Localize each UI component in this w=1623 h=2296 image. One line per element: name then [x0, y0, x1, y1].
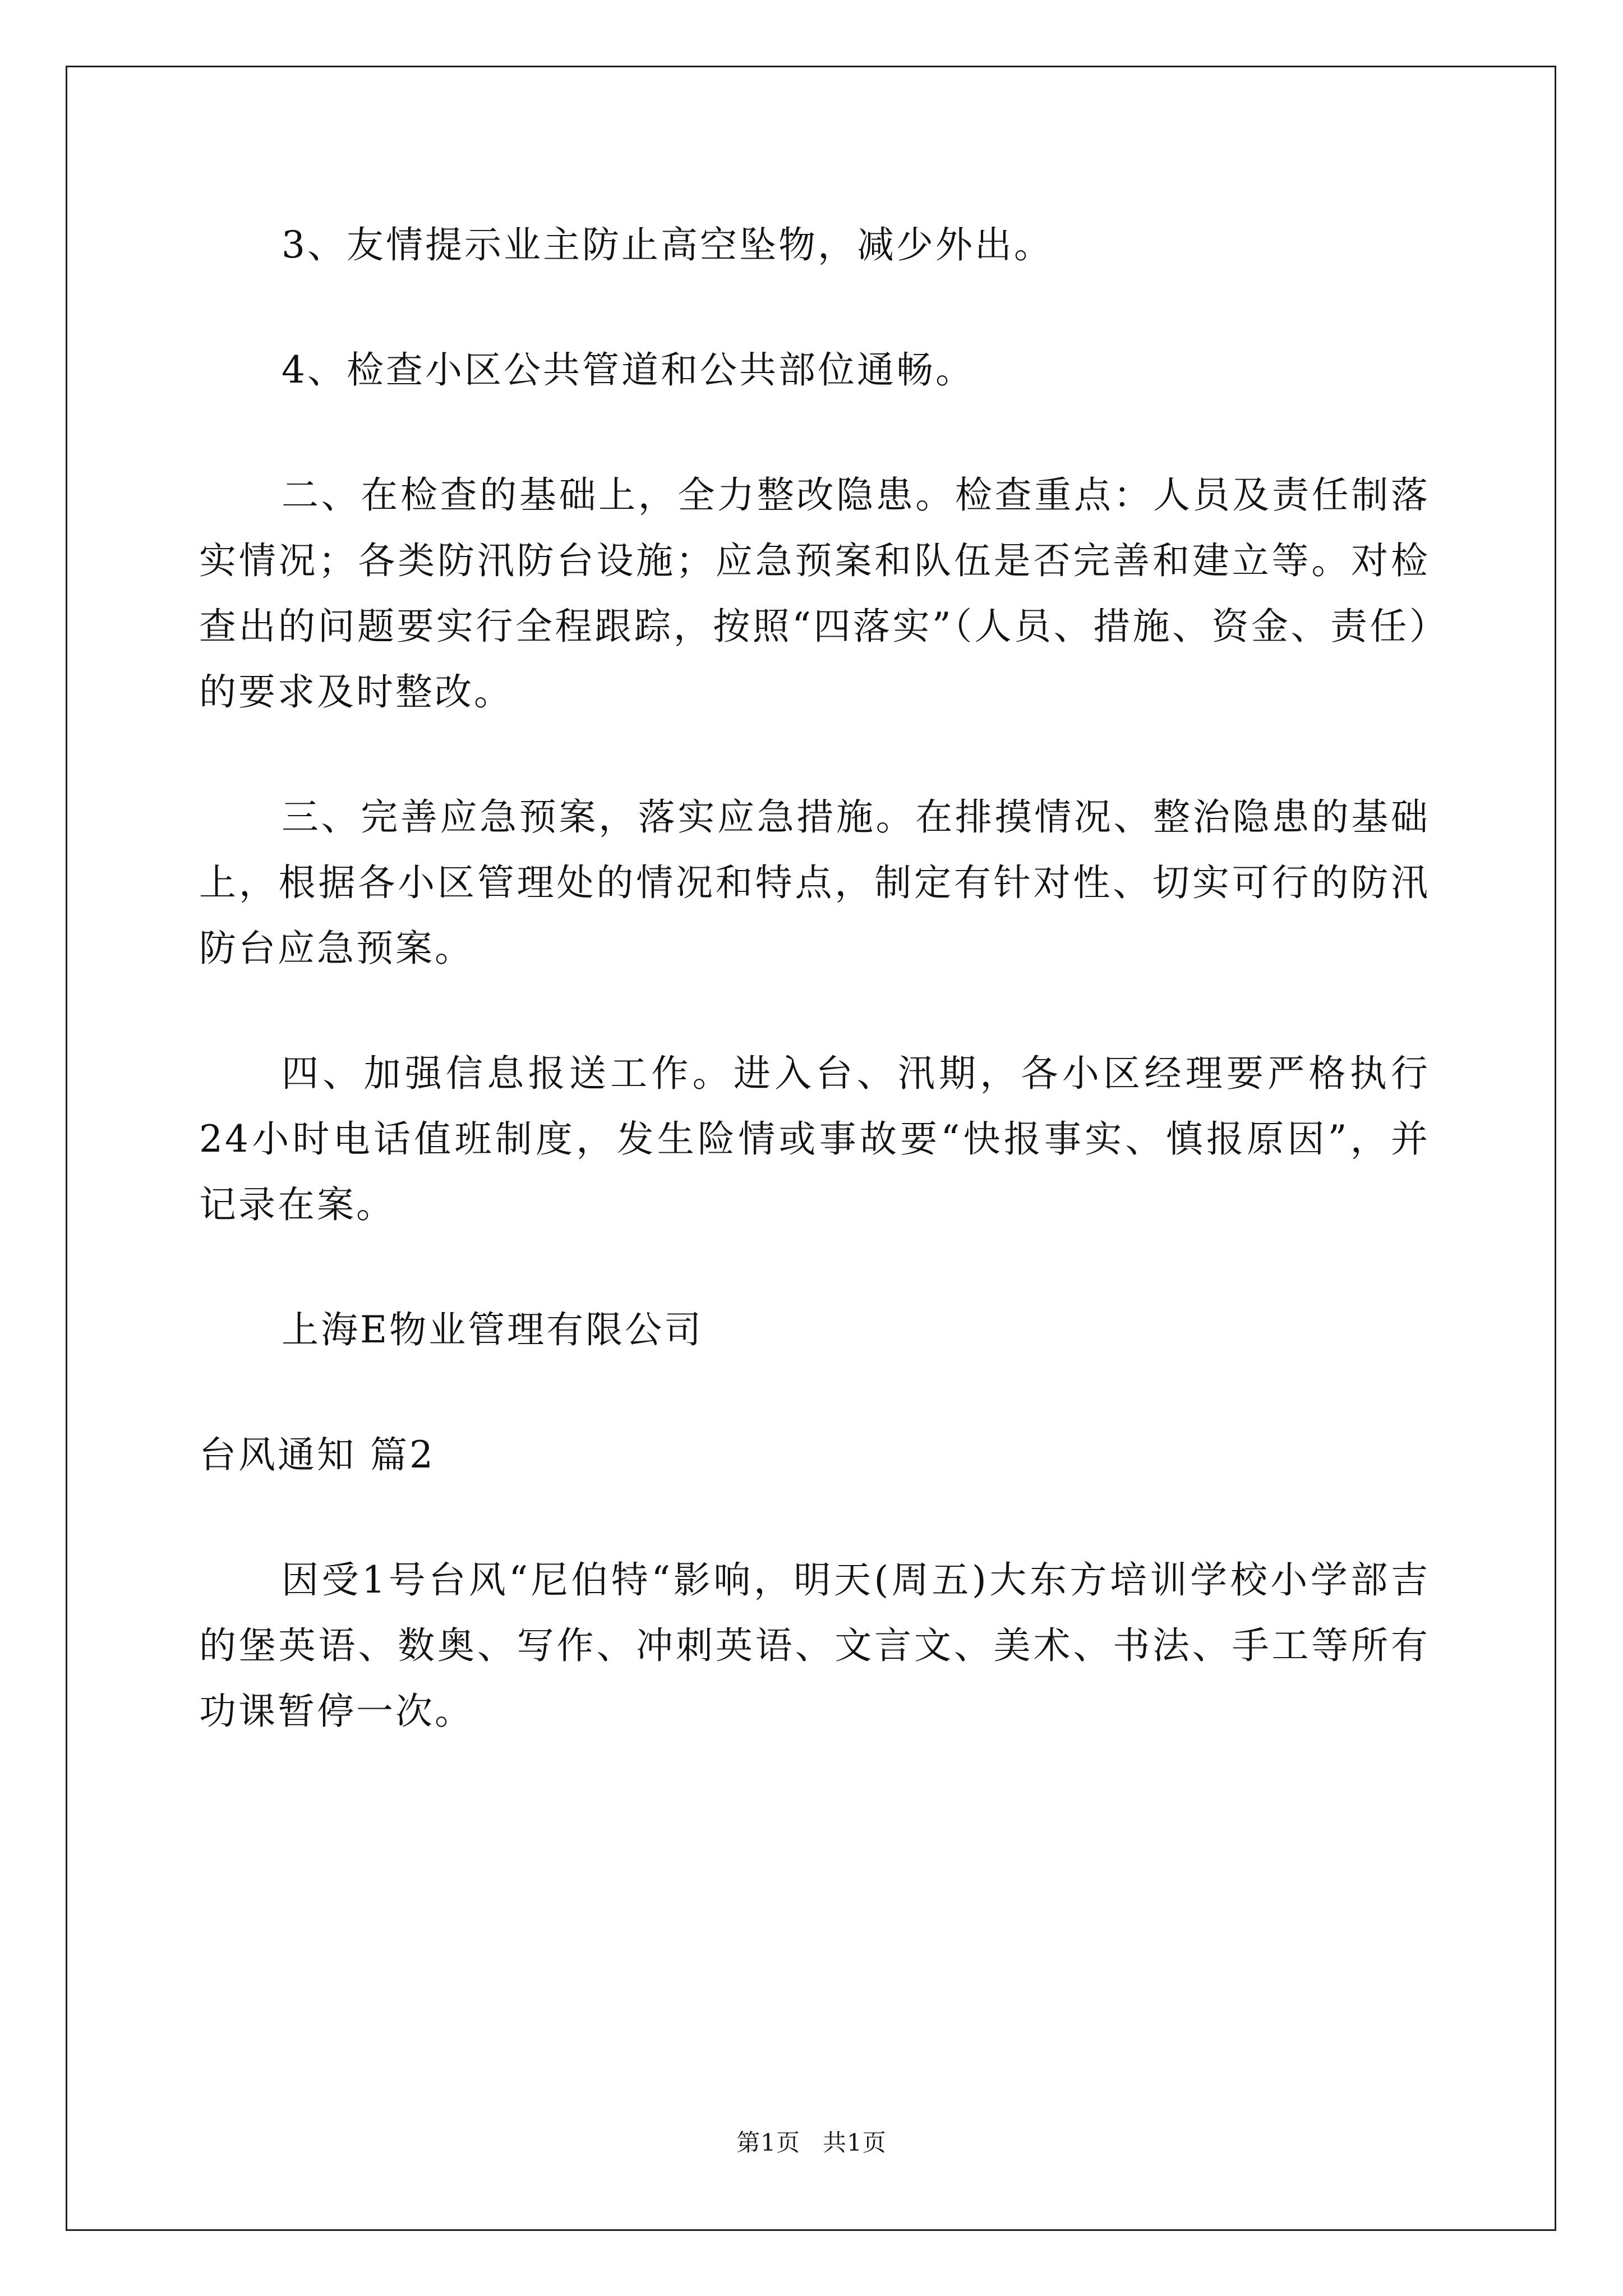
page-footer — [0, 2126, 1623, 2160]
paragraph-section-3: 三、完善应急预案，落实应急措施。在排摸情况、整治隐患的基础上，根据各小区管理处的情况和特点，制定有针对性、切实可行的防汛防台应急预案。 — [199, 795, 1430, 970]
page-number: 第1页 — [736, 2129, 800, 2156]
paragraph-section-4: 四、加强信息报送工作。进入台、汛期，各小区经理要严格执行24小时电话值班制度，发生险情或事故要“快报事实、慎报原因”，并记录在案。 — [199, 1052, 1430, 1226]
paragraph-item-3: 3、友情提示业主防止高空坠物，减少外出。 — [282, 223, 1053, 266]
document-body — [199, 212, 1430, 1803]
notice-paragraph: 因受1号台风“尼伯特“影响，明天(周五)大东方培训学校小学部吉的堡英语、数奥、写作、冲刺英语、文言文、美术、书法、手工等所有功课暂停一次。 — [199, 1558, 1430, 1733]
company-signature: 上海E物业管理有限公司 — [282, 1308, 704, 1351]
section-heading: 台风通知 篇2 — [199, 1433, 435, 1476]
paragraph-item-4: 4、检查小区公共管道和公共部位通畅。 — [282, 348, 975, 392]
page-total: 共1页 — [823, 2129, 887, 2156]
paragraph-section-2: 二、在检查的基础上，全力整改隐患。检查重点：人员及责任制落实情况；各类防汛防台设施；应急预案和队伍是否完善和建立等。对检查出的问题要实行全程跟踪，按照“四落实”（人员、措施、资金、责任）的要求及时整改。 — [199, 473, 1430, 714]
